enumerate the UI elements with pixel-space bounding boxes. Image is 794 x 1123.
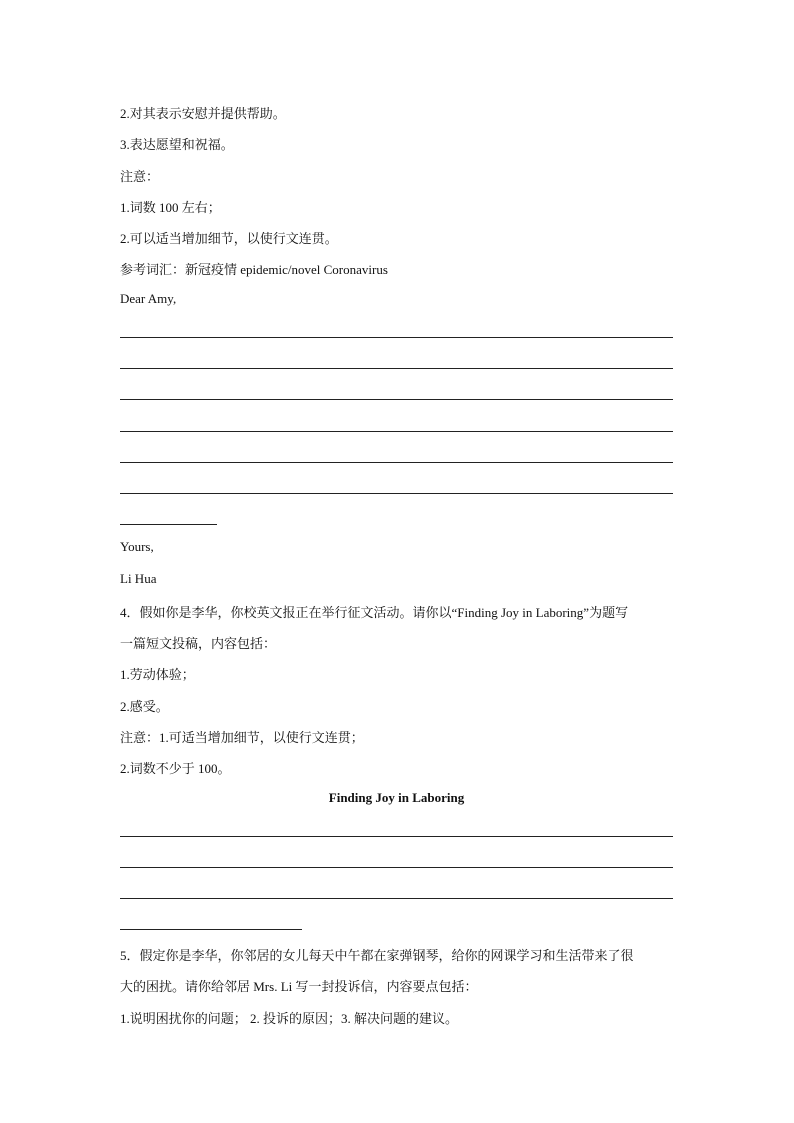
letter-signature: Li Hua [120, 571, 157, 586]
question-5-prompt: 5．假定你是李华，你邻居的女儿每天中午都在家弹钢琴，给你的网课学习和生活带来了很 [120, 948, 634, 963]
answer-line [120, 898, 673, 899]
answer-line [120, 431, 673, 432]
answer-line-short [120, 929, 302, 930]
reference-vocabulary: 参考词汇：新冠疫情 epidemic/novel Coronavirus [120, 262, 388, 277]
answer-line [120, 337, 673, 338]
answer-line [120, 399, 673, 400]
answer-line-short [120, 524, 217, 525]
letter-closing: Yours, [120, 539, 154, 554]
question-4-note: 注意：1.可适当增加细节，以使行文连贯； [120, 730, 364, 745]
answer-line [120, 836, 673, 837]
question-4-prompt-cont: 一篇短文投稿，内容包括： [120, 636, 277, 651]
requirement-comfort-help: 2.对其表示安慰并提供帮助。 [120, 106, 286, 121]
answer-line [120, 368, 673, 369]
question-4-prompt: 4．假如你是李华，你校英文报正在举行征文活动。请你以“Finding Joy in Laboring”为题写 [120, 605, 629, 620]
question-4-word-count: 2.词数不少于 100。 [120, 761, 231, 776]
question-5-points: 1.说明困扰你的问题； 2. 投诉的原因；3. 解决问题的建议。 [120, 1011, 459, 1026]
letter-salutation: Dear Amy, [120, 291, 177, 306]
question-4-point-2: 2.感受。 [120, 699, 169, 714]
question-4-point-1: 1.劳动体验； [120, 667, 195, 682]
question-5-prompt-cont: 大的困扰。请你给邻居 Mrs. Li 写一封投诉信，内容要点包括： [120, 979, 478, 994]
note-heading: 注意： [120, 169, 160, 184]
answer-line [120, 867, 673, 868]
requirement-wishes: 3.表达愿望和祝福。 [120, 137, 234, 152]
essay-title: Finding Joy in Laboring [328, 790, 465, 805]
answer-line [120, 493, 673, 494]
note-word-count: 1.词数 100 左右； [120, 200, 221, 215]
answer-line [120, 462, 673, 463]
note-add-details: 2.可以适当增加细节，以使行文连贯。 [120, 231, 338, 246]
